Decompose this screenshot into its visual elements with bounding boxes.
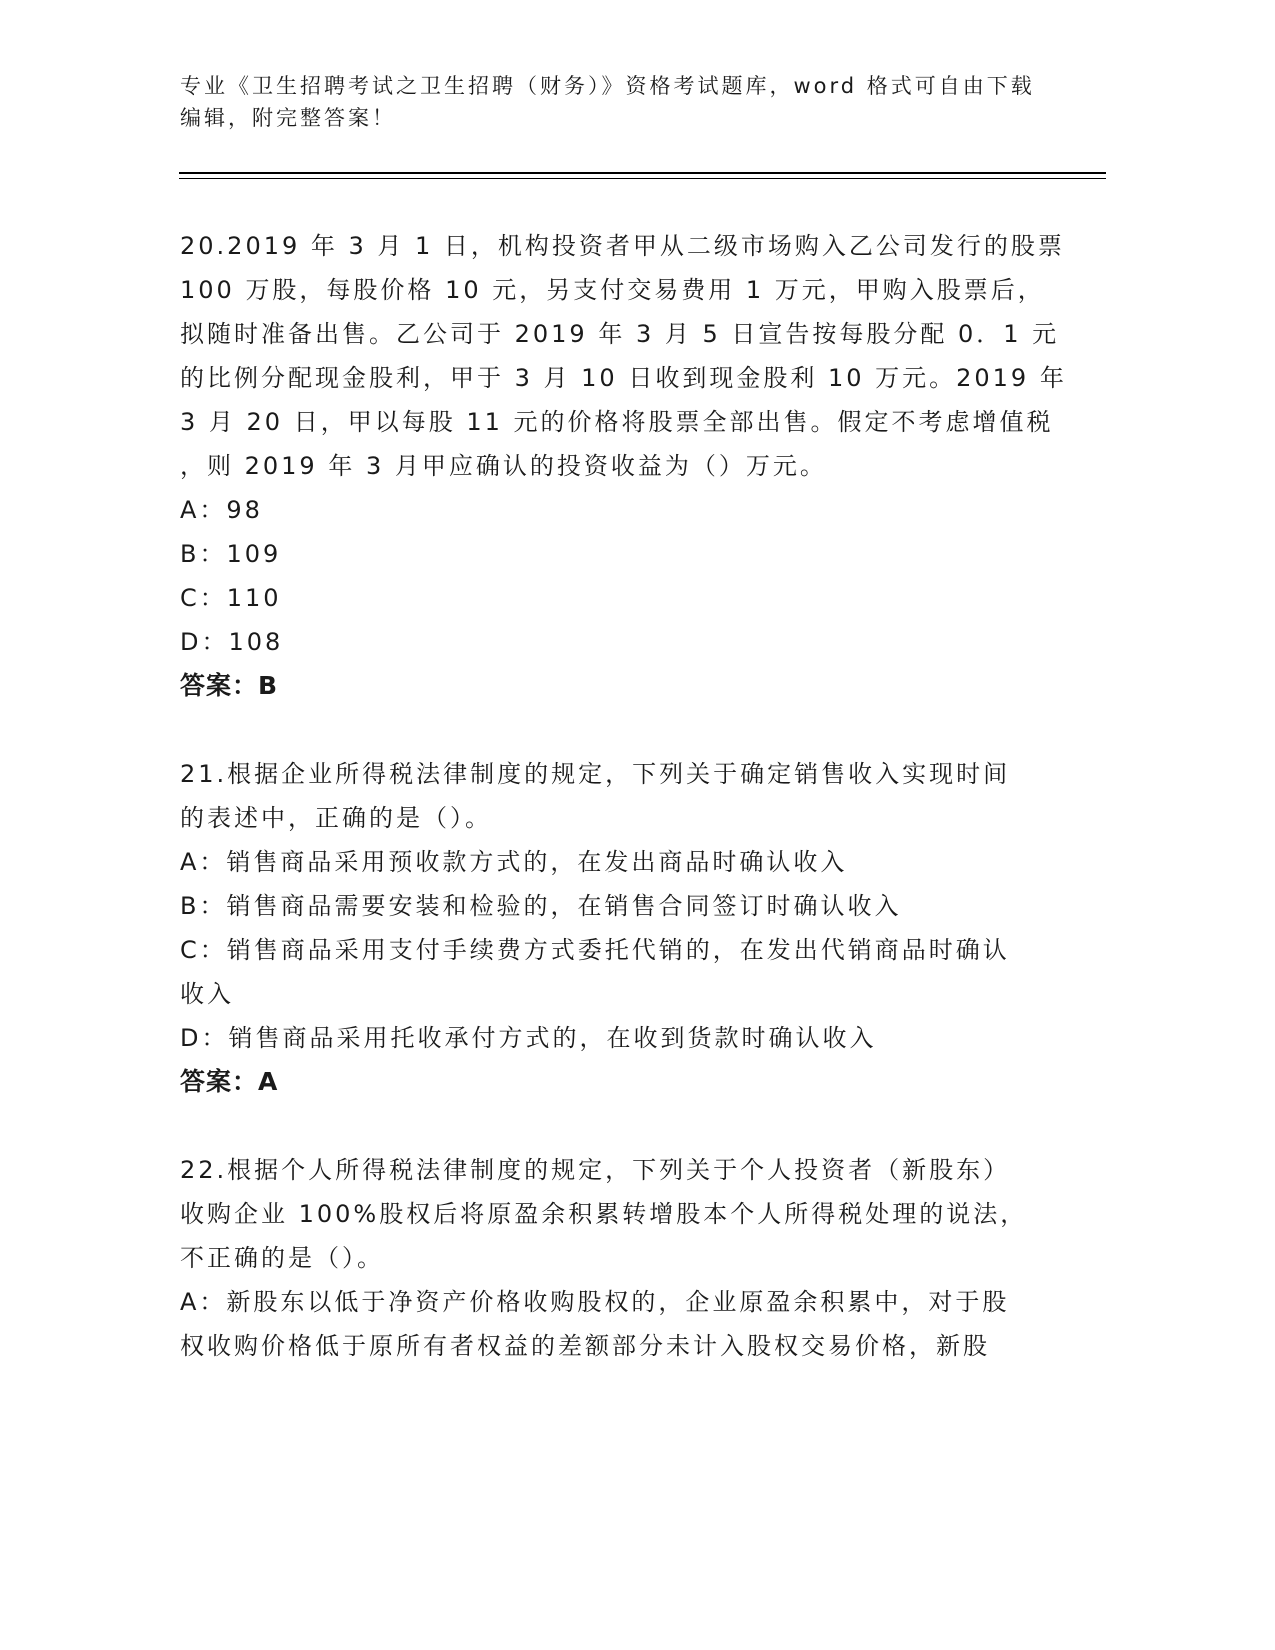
question-21 bbox=[180, 752, 1080, 1104]
question-stem-line: 22.根据个人所得税法律制度的规定，下列关于个人投资者（新股东） bbox=[180, 1156, 1011, 1184]
question-stem-line: 20.2019 年 3 月 1 日，机构投资者甲从二级市场购入乙公司发行的股票 bbox=[180, 232, 1065, 260]
option-a: A：新股东以低于净资产价格收购股权的，企业原盈余积累中，对于股 bbox=[180, 1288, 1010, 1316]
question-spacer bbox=[180, 1104, 1080, 1148]
question-spacer bbox=[180, 708, 1080, 752]
question-stem-line: 的表述中，正确的是（）。 bbox=[180, 804, 492, 832]
option-a: A：销售商品采用预收款方式的，在发出商品时确认收入 bbox=[180, 848, 848, 876]
question-stem-line: 21.根据企业所得税法律制度的规定，下列关于确定销售收入实现时间 bbox=[180, 760, 1011, 788]
option-a: A：98 bbox=[180, 496, 263, 524]
option-d: D：108 bbox=[180, 628, 284, 656]
question-20 bbox=[180, 224, 1080, 708]
page-header bbox=[180, 70, 1080, 134]
question-stem-line: 不正确的是（）。 bbox=[180, 1244, 384, 1272]
option-b: B：109 bbox=[180, 540, 282, 568]
question-stem-line: 3 月 20 日，甲以每股 11 元的价格将股票全部出售。假定不考虑增值税 bbox=[180, 408, 1054, 436]
option-a-continued: 权收购价格低于原所有者权益的差额部分未计入股权交易价格，新股 bbox=[180, 1332, 990, 1360]
header-line-1: 专业《卫生招聘考试之卫生招聘（财务）》资格考试题库，word 格式可自由下载 bbox=[180, 74, 1035, 98]
header-rule-thick bbox=[179, 172, 1106, 174]
question-22 bbox=[180, 1148, 1080, 1368]
question-stem-line: 的比例分配现金股利，甲于 3 月 10 日收到现金股利 10 万元。2019 年 bbox=[180, 364, 1067, 392]
option-c: C：110 bbox=[180, 584, 282, 612]
header-rule-thin bbox=[179, 178, 1106, 179]
question-list bbox=[180, 224, 1080, 1368]
question-stem-line: ，则 2019 年 3 月甲应确认的投资收益为（）万元。 bbox=[180, 452, 827, 480]
header-line-2: 编辑，附完整答案！ bbox=[180, 106, 396, 130]
answer-label: 答案：A bbox=[180, 1067, 279, 1096]
option-b: B：销售商品需要安装和检验的，在销售合同签订时确认收入 bbox=[180, 892, 902, 920]
question-stem-line: 收购企业 100%股权后将原盈余积累转增股本个人所得税处理的说法， bbox=[180, 1200, 1028, 1228]
question-stem-line: 100 万股，每股价格 10 元，另支付交易费用 1 万元，甲购入股票后， bbox=[180, 276, 1045, 304]
option-d: D：销售商品采用托收承付方式的，在收到货款时确认收入 bbox=[180, 1024, 877, 1052]
answer-label: 答案：B bbox=[180, 671, 279, 700]
option-c: C：销售商品采用支付手续费方式委托代销的，在发出代销商品时确认 bbox=[180, 936, 1010, 964]
option-c-continued: 收入 bbox=[180, 980, 234, 1008]
question-stem-line: 拟随时准备出售。乙公司于 2019 年 3 月 5 日宣告按每股分配 0．1 元 bbox=[180, 320, 1060, 348]
